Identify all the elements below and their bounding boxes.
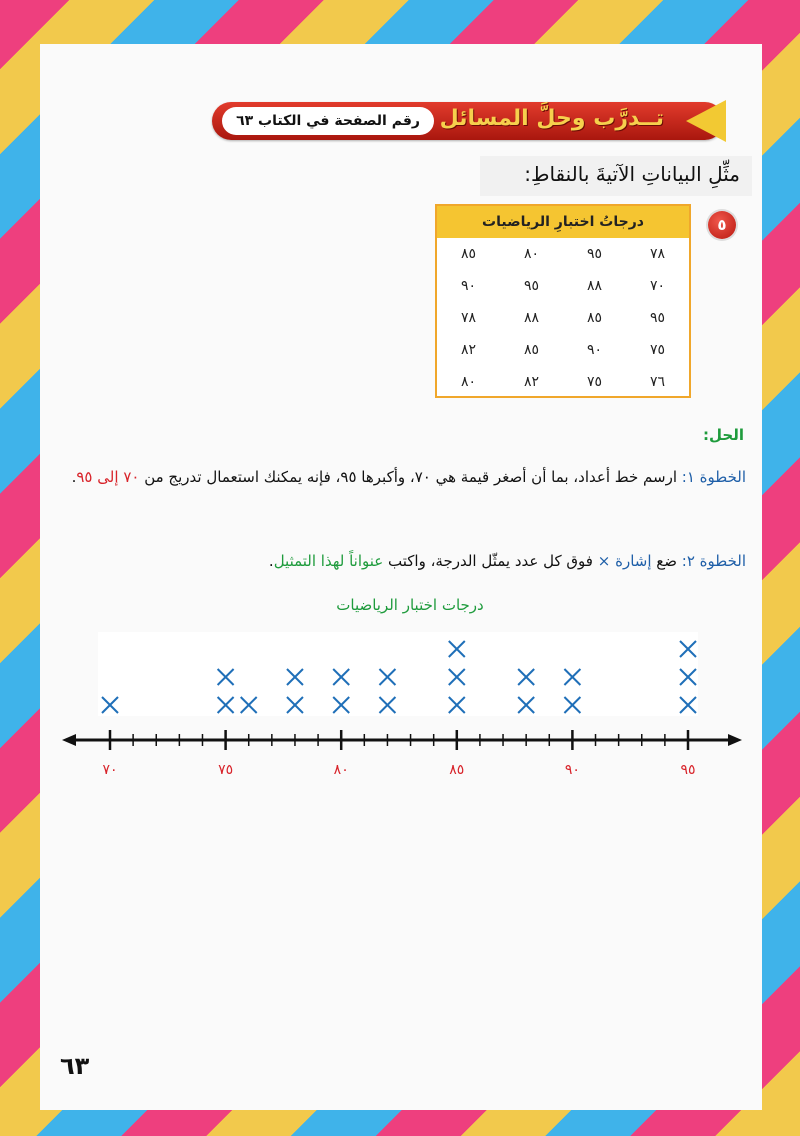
tick-label: ٧٥ (218, 762, 234, 778)
x-mark (449, 669, 465, 685)
x-mark (379, 697, 395, 713)
range-to: ٩٥ (76, 468, 93, 486)
table-cell: ٨٥ (460, 246, 477, 262)
step-2-part2: فوق كل عدد يمثّل الدرجة، واكتب (383, 552, 598, 570)
tick-label: ٧٠ (102, 762, 118, 778)
line-plot-title: درجات اختبار الرياضيات (336, 596, 484, 614)
x-mark (241, 697, 257, 713)
book-page-reference: رقم الصفحة في الكتاب ٦٣ (222, 107, 434, 135)
table-cell: ٨٢ (460, 342, 477, 358)
x-mark (680, 669, 696, 685)
step-2-label: الخطوة ٢: (681, 552, 746, 570)
x-mark (518, 669, 534, 685)
x-mark (379, 669, 395, 685)
x-mark (333, 697, 349, 713)
range-to-word: إلى (97, 468, 119, 486)
tick-label: ٩٥ (680, 762, 696, 778)
x-mark (680, 641, 696, 657)
x-mark (102, 697, 118, 713)
right-arrow-icon (728, 734, 742, 746)
banner-title: تــدرَّب وحلَّ المسائل (439, 106, 664, 131)
question-number-badge: ٥ (708, 211, 736, 239)
x-mark (218, 697, 234, 713)
tick-label: ٨٥ (449, 762, 465, 778)
mark-word: إشارة × (597, 552, 652, 570)
table-cell: ٨٨ (523, 310, 540, 326)
table-cell: ٧٠ (649, 278, 666, 294)
table-cell: ٨٠ (523, 246, 540, 262)
x-mark (287, 697, 303, 713)
x-mark (564, 697, 580, 713)
step-2-part1: ضع (651, 552, 682, 570)
instruction-text: مثِّلِ البياناتِ الآتيةَ بالنقاطِ: (524, 162, 740, 186)
x-mark (449, 641, 465, 657)
table-title: درجاتُ اختبارِ الرياضيات (437, 206, 689, 238)
table-cell: ٧٦ (649, 374, 666, 390)
title-word: عنواناً لهذا التمثيل (273, 552, 384, 570)
left-arrow-icon (62, 734, 76, 746)
x-mark (680, 697, 696, 713)
step-1-label: الخطوة ١: (681, 468, 746, 486)
solution-label: الحل: (703, 426, 744, 444)
table-cell: ٨٥ (586, 310, 603, 326)
range-from: ٧٠ (123, 468, 140, 486)
table-cell: ٩٠ (586, 342, 603, 358)
step-1-body: ارسم خط أعداد، بما أن أصغر قيمة هي ٧٠، وأكبرها ٩٥، فإنه يمكنك استعمال تدريج من (139, 468, 682, 486)
table-cell: ٩٥ (523, 278, 540, 294)
table-cell: ٧٥ (649, 342, 666, 358)
table-cell: ٧٨ (460, 310, 477, 326)
step-2-end: . (268, 552, 274, 570)
table-cell: ٨٢ (523, 374, 540, 390)
table-cell: ٨٠ (460, 374, 477, 390)
table-cell: ٧٨ (649, 246, 666, 262)
tick-label: ٨٠ (333, 762, 349, 778)
x-mark (518, 697, 534, 713)
tick-label: ٩٠ (564, 762, 580, 778)
table-cell: ٧٥ (586, 374, 603, 390)
x-mark (564, 669, 580, 685)
x-mark (287, 669, 303, 685)
x-mark (333, 669, 349, 685)
step-1-end: . (71, 468, 77, 486)
table-cell: ٩٥ (586, 246, 603, 262)
table-cell: ٩٠ (460, 278, 477, 294)
page-number: ٦٣ (60, 1052, 90, 1080)
table-cell: ٨٥ (523, 342, 540, 358)
table-cell: ٩٥ (649, 310, 666, 326)
x-mark (449, 697, 465, 713)
table-cell: ٨٨ (586, 278, 603, 294)
x-mark (218, 669, 234, 685)
